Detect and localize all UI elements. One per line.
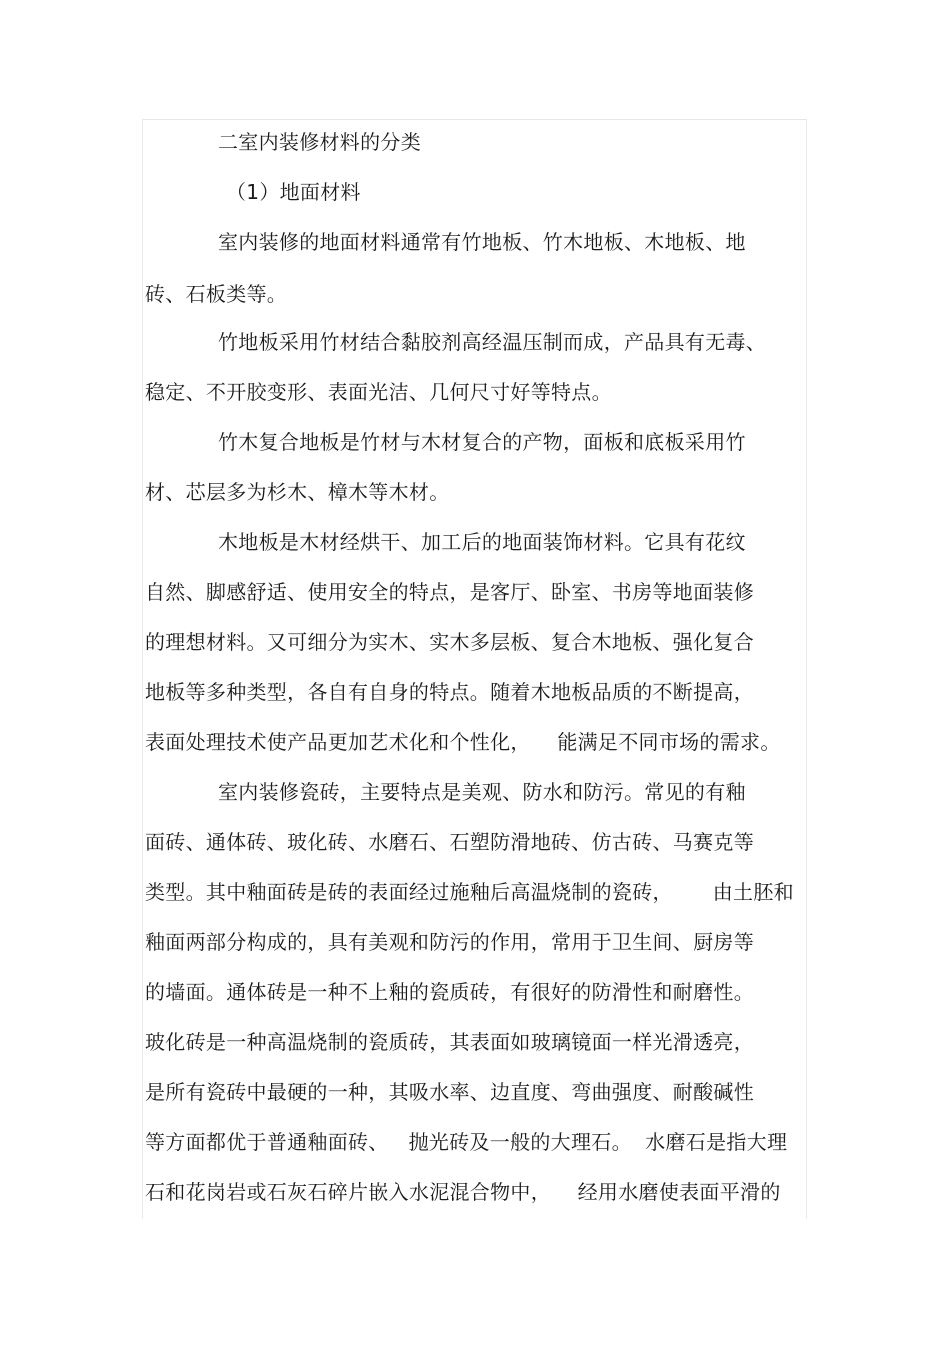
paragraph-line: 自然、脚感舒适、使用安全的特点，是客厅、卧室、书房等地面装修 bbox=[145, 580, 754, 604]
paragraph-line: 石和花岗岩或石灰石碎片嵌入水泥混合物中， 经用水磨使表面平滑的 bbox=[145, 1180, 781, 1204]
subsection-heading: （1）地面材料 bbox=[226, 180, 361, 204]
paragraph-line: 等方面都优于普通釉面砖、 抛光砖及一般的大理石。 水磨石是指大理 bbox=[145, 1130, 788, 1154]
paragraph-line: 表面处理技术使产品更加艺术化和个性化， 能满足不同市场的需求。 bbox=[145, 730, 781, 754]
paragraph-line: 釉面两部分构成的，具有美观和防污的作用，常用于卫生间、厨房等 bbox=[145, 930, 754, 954]
paragraph-line: 是所有瓷砖中最硬的一种，其吸水率、边直度、弯曲强度、耐酸碱性 bbox=[145, 1080, 754, 1104]
paragraph-line: 面砖、通体砖、玻化砖、水磨石、石塑防滑地砖、仿古砖、马赛克等 bbox=[145, 830, 754, 854]
section-heading: 二室内装修材料的分类 bbox=[218, 130, 421, 154]
paragraph-line: 稳定、不开胶变形、表面光洁、几何尺寸好等特点。 bbox=[145, 380, 612, 404]
paragraph-line: 室内装修瓷砖，主要特点是美观、防水和防污。常见的有釉 bbox=[218, 780, 746, 804]
paragraph-line: 的理想材料。又可细分为实木、实木多层板、复合木地板、强化复合 bbox=[145, 630, 754, 654]
paragraph-line: 材、芯层多为杉木、樟木等木材。 bbox=[145, 480, 450, 504]
paragraph-line: 玻化砖是一种高温烧制的瓷质砖，其表面如玻璃镜面一样光滑透亮， bbox=[145, 1030, 754, 1054]
paragraph-line: 类型。其中釉面砖是砖的表面经过施釉后高温烧制的瓷砖， 由土胚和 bbox=[145, 880, 794, 904]
paragraph-line: 竹地板采用竹材结合黏胶剂高经温压制而成，产品具有无毒、 bbox=[218, 330, 767, 354]
paragraph-line: 竹木复合地板是竹材与木材复合的产物，面板和底板采用竹 bbox=[218, 430, 746, 454]
paragraph-line: 砖、石板类等。 bbox=[145, 282, 288, 306]
paragraph-line: 的墙面。通体砖是一种不上釉的瓷质砖，有很好的防滑性和耐磨性。 bbox=[145, 980, 754, 1004]
paragraph-line: 地板等多种类型，各自有自身的特点。随着木地板品质的不断提高， bbox=[145, 680, 754, 704]
paragraph-line: 木地板是木材经烘干、加工后的地面装饰材料。它具有花纹 bbox=[218, 530, 746, 554]
paragraph-line: 室内装修的地面材料通常有竹地板、竹木地板、木地板、地 bbox=[218, 230, 746, 254]
